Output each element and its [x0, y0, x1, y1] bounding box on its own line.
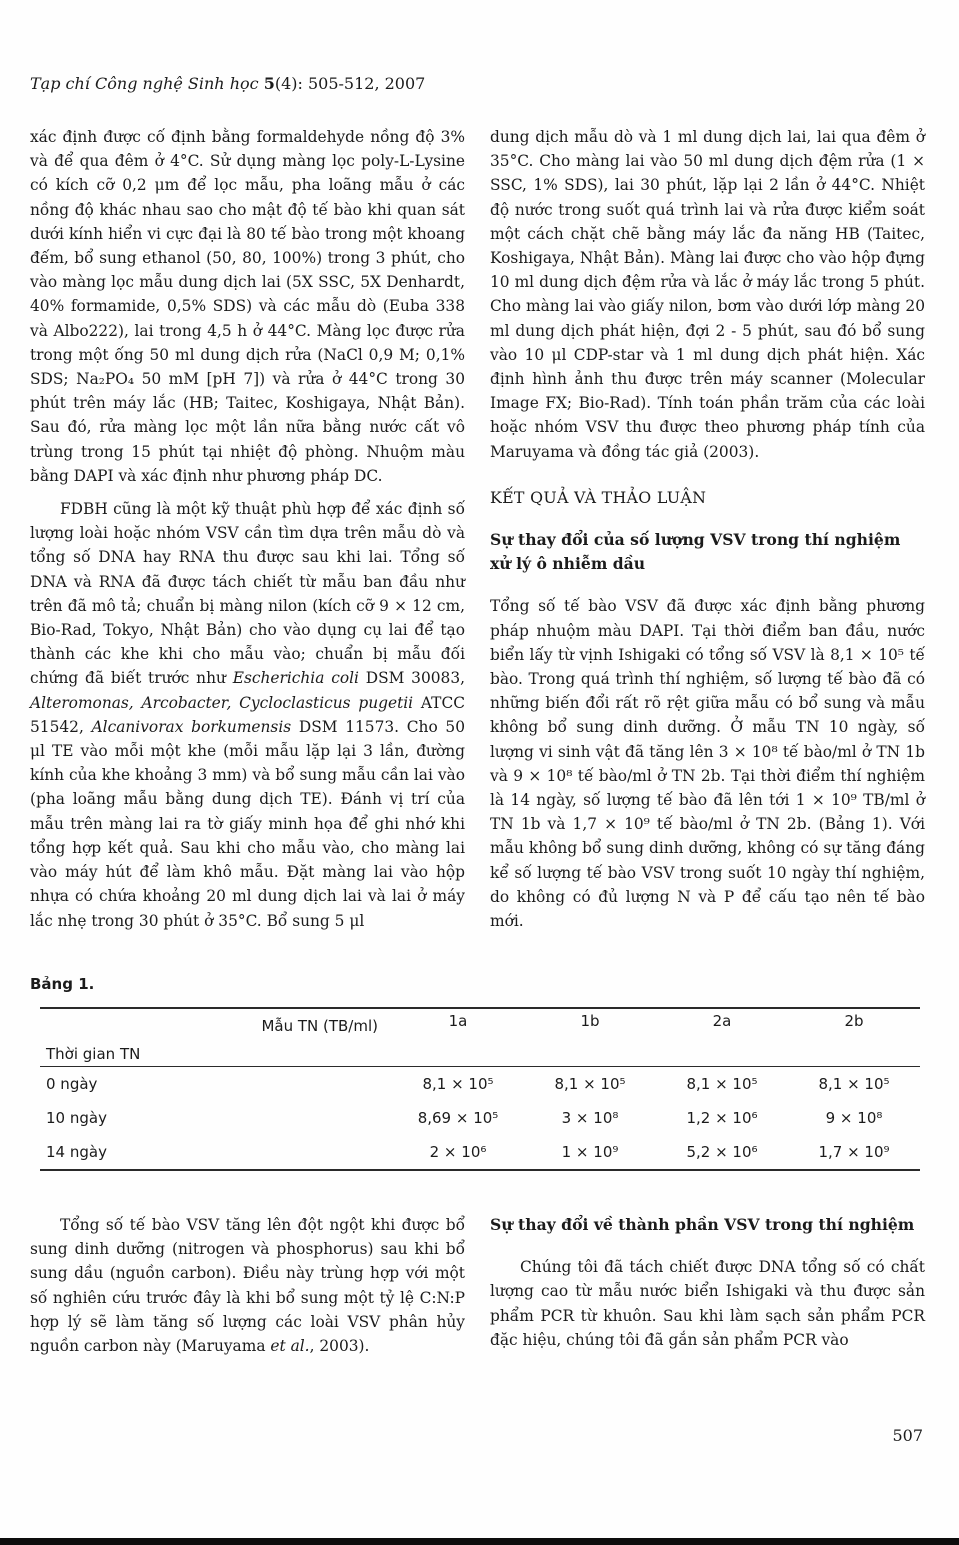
paragraph-text: Tổng số tế bào VSV tăng lên đột ngột khi được bổ sung dinh dưỡng (nitrogen và phosphorus) sau khi bổ sung dầu (nguồn carbon). Điều này trùng hợp với một số nghiên cứu trước đây là khi bổ sung một tỷ lệ C:N:P hợp lý sẽ làm tăng số lượng các loài VSV phân hủy nguồn carbon này (Maruyama [30, 1216, 465, 1356]
cell-value: 8,1 × 10⁵ [686, 1075, 758, 1093]
paragraph-methods-dapi: xác định được cố định bằng formaldehyde nồng độ 3% và để qua đêm ở 4°C. Sử dụng màng lọc poly-L-Lysine có kích cỡ 0,2 μm để lọc mẫu, pha loãng mẫu ở các nồng độ khác nhau sao cho mật độ tế bào khi quan sát dưới kính hiển vi cực đại là 80 tế bào trong một khoang đếm, bổ sung ethanol (50, 80, 100%) trong 3 phút, cho vào màng lọc mẫu dung dịch lai (5X SSC, 5X Denhardt, 40% formamide, 0,5% SDS) và các mẫu dò (Euba 338 và Albo222), lai trong 4,5 h ở 44°C. Màng lọc được rửa trong một ống 50 ml dung dịch rửa (NaCl 0,9 M; 0,1% SDS; Na₂PO₄ 50 mM [pH 7]) và rửa ở 44°C trong 30 phút trên máy lắc (HB; Taitec, Koshigaya, Nhật Bản). Sau đó, rửa màng lọc một lần nữa bằng nước cất vô trùng trong 15 phút tại nhiệt độ phòng. Nhuộm màu bằng DAPI và xác định như phương pháp DC. [30, 128, 465, 485]
paragraph-text: ATCC 51542, [30, 693, 465, 736]
row-label: 14 ngày [46, 1143, 107, 1161]
table-row-day10 [40, 1101, 920, 1135]
bottom-text-columns [30, 1213, 925, 1367]
table-header-row-2 [40, 1042, 920, 1067]
table-row-day0 [40, 1067, 920, 1102]
column-header-2b: 2b [844, 1012, 864, 1030]
right-column [490, 125, 925, 957]
paragraph-nutrient-discussion [30, 1213, 465, 1358]
scan-artifact-bar [0, 1538, 959, 1545]
journal-title: Tạp chí Công nghệ Sinh học [30, 74, 264, 93]
table-1-vsv-counts [40, 1007, 920, 1171]
paragraph-text: DSM 30083, [358, 669, 466, 688]
paragraph-text: , 2003). [309, 1337, 370, 1356]
table-header-row [40, 1008, 920, 1042]
main-text-columns [30, 125, 925, 957]
empty-cell [656, 1042, 788, 1067]
cell-value: 8,1 × 10⁵ [554, 1075, 626, 1093]
journal-issue-pages: (4): 505-512, 2007 [274, 74, 426, 93]
bottom-right-column [490, 1213, 925, 1367]
species-name: Alcanivorax borkumensis [91, 717, 292, 736]
cell-value: 1,2 × 10⁶ [686, 1109, 758, 1127]
row-label: 0 ngày [46, 1075, 98, 1093]
cell-value: 8,69 × 10⁵ [417, 1109, 499, 1127]
row-label: 10 ngày [46, 1109, 107, 1127]
subheading-vsv-quantity: Sự thay đổi của số lượng VSV trong thí nghiệm xử lý ô nhiễm dầu [490, 530, 901, 574]
column-header-1a: 1a [448, 1012, 468, 1030]
cell-value: 8,1 × 10⁵ [818, 1075, 890, 1093]
cell-value: 5,2 × 10⁶ [686, 1143, 758, 1161]
paragraph-pcr: Chúng tôi đã tách chiết được DNA tổng số có chất lượng cao từ mẫu nước biển Ishigaki và thu được sản phẩm PCR từ khuôn. Sau khi làm sạch sản phẩm PCR đặc hiệu, chúng tôi đã gắn sản phẩm PCR vào [490, 1258, 925, 1349]
page-number: 507 [892, 1426, 923, 1445]
empty-cell [524, 1042, 656, 1067]
column-header-1b: 1b [580, 1012, 600, 1030]
paragraph-results-dapi: Tổng số tế bào VSV đã được xác định bằng phương pháp nhuộm màu DAPI. Tại thời điểm ban đầu, nước biển lấy từ vịnh Ishigaki có tổng số VSV là 8,1 × 10⁵ tế bào. Trong quá trình thí nghiệm, số lượng tế bào đã có những biến đổi rất rõ rệt giữa mẫu có bổ sung và mẫu không bổ sung dinh dưỡng. Ở mẫu TN 10 ngày, số lượng vi sinh vật đã tăng lên 3 × 10⁸ tế bào/ml ở TN 1b và 9 × 10⁸ tế bào/ml ở TN 2b. Tại thời điểm thí nghiệm là 14 ngày, số lượng tế bào đã lên tới 1 × 10⁹ TB/ml ở TN 1b và 1,7 × 10⁹ tế bào/ml ở TN 2b. (Bảng 1). Với mẫu không bổ sung dinh dưỡng, không có sự tăng đáng kể số lượng tế bào VSV trong suốt 10 ngày thí nghiệm, do không có đủ lượng N và P để cấu tạo nên tế bào mới. [490, 597, 925, 931]
cell-value: 1 × 10⁹ [561, 1143, 619, 1161]
empty-cell [392, 1042, 524, 1067]
cell-value: 1,7 × 10⁹ [818, 1143, 890, 1161]
paragraph-text: DSM 11573. Cho 50 μl TE vào mỗi một khe (mỗi mẫu lặp lại 3 lần, đường kính của khe khoảng 3 mm) và bổ sung mẫu cần lai vào (pha loãng mẫu bằng dung dịch TE). Đánh vị trí của mẫu trên màng lai ra tờ giấy minh họa để ghi nhớ khi tổng hợp kết quả. Sau khi cho mẫu vào, cho màng lai vào máy hút để làm khô mẫu. Đặt màng lai vào hộp nhựa có chứa khoảng 20 ml dung dịch lai và lai ở máy lắc nhẹ trong 30 phút ở 35°C. Bổ sung 5 μl [30, 717, 465, 930]
species-name: Escherichia coli [232, 669, 359, 688]
journal-header [30, 74, 925, 93]
journal-volume: 5 [263, 74, 275, 93]
bottom-left-column [30, 1213, 465, 1367]
cell-value: 2 × 10⁶ [429, 1143, 487, 1161]
results-section-heading: KẾT QUẢ VÀ THẢO LUẬN [490, 487, 707, 507]
table-header-time: Thời gian TN [46, 1045, 141, 1063]
table-body [40, 1067, 920, 1171]
et-al-italic: et al. [270, 1337, 310, 1356]
table-header [40, 1008, 920, 1067]
paragraph-text: FDBH cũng là một kỹ thuật phù hợp để xác định số lượng loài hoặc nhóm VSV cần tìm dựa trên mẫu dò và tổng số DNA hay RNA thu được sau khi lai. Tổng số DNA và RNA đã được tách chiết từ mẫu ban đầu như trên đã mô tả; chuẩn bị màng nilon (kích cỡ 9 × 12 cm, Bio-Rad, Tokyo, Nhật Bản) cho vào dụng cụ lai để tạo thành các khe khi cho mẫu vào; chuẩn bị mẫu đối chứng đã biết trước như [30, 500, 465, 688]
table-caption: Bảng 1. [30, 975, 95, 993]
empty-cell [788, 1042, 920, 1067]
species-name: Alteromonas, Arcobacter, Cycloclasticus pugetii [30, 693, 414, 712]
left-column [30, 125, 465, 957]
column-header-2a: 2a [712, 1012, 732, 1030]
cell-value: 8,1 × 10⁵ [422, 1075, 494, 1093]
cell-value: 9 × 10⁸ [825, 1109, 883, 1127]
subheading-vsv-composition: Sự thay đổi về thành phần VSV trong thí nghiệm [490, 1215, 915, 1234]
table-row-day14 [40, 1135, 920, 1170]
paragraph-fdbh [30, 497, 465, 933]
cell-value: 3 × 10⁸ [561, 1109, 619, 1127]
paragraph-hybridization: dung dịch mẫu dò và 1 ml dung dịch lai, lai qua đêm ở 35°C. Cho màng lai vào 50 ml dung dịch đệm rửa (1 × SSC, 1% SDS), lai 30 phút, lặp lại 2 lần ở 44°C. Nhiệt độ nước trong suốt quá trình lai và rửa được kiểm soát một cách chặt chẽ bằng máy lắc đa năng HB (Taitec, Koshigaya, Nhật Bản). Màng lai được cho vào hộp đựng 10 ml dung dịch đệm rửa và lắc ở máy lắc trong 5 phút. Cho màng lai vào giấy nilon, bơm vào dưới lớp màng 20 ml dung dịch phát hiện, đợi 2 - 5 phút, sau đó bổ sung vào 10 μl CDP-star và 1 ml dung dịch phát hiện. Xác định hình ảnh thu được trên máy scanner (Molecular Image FX; Bio-Rad). Tính toán phần trăm của các loài hoặc nhóm VSV thu được theo phương pháp tính của Maruyama và đồng tác giả (2003). [490, 128, 925, 461]
table-header-sample: Mẫu TN (TB/ml) [261, 1017, 378, 1035]
